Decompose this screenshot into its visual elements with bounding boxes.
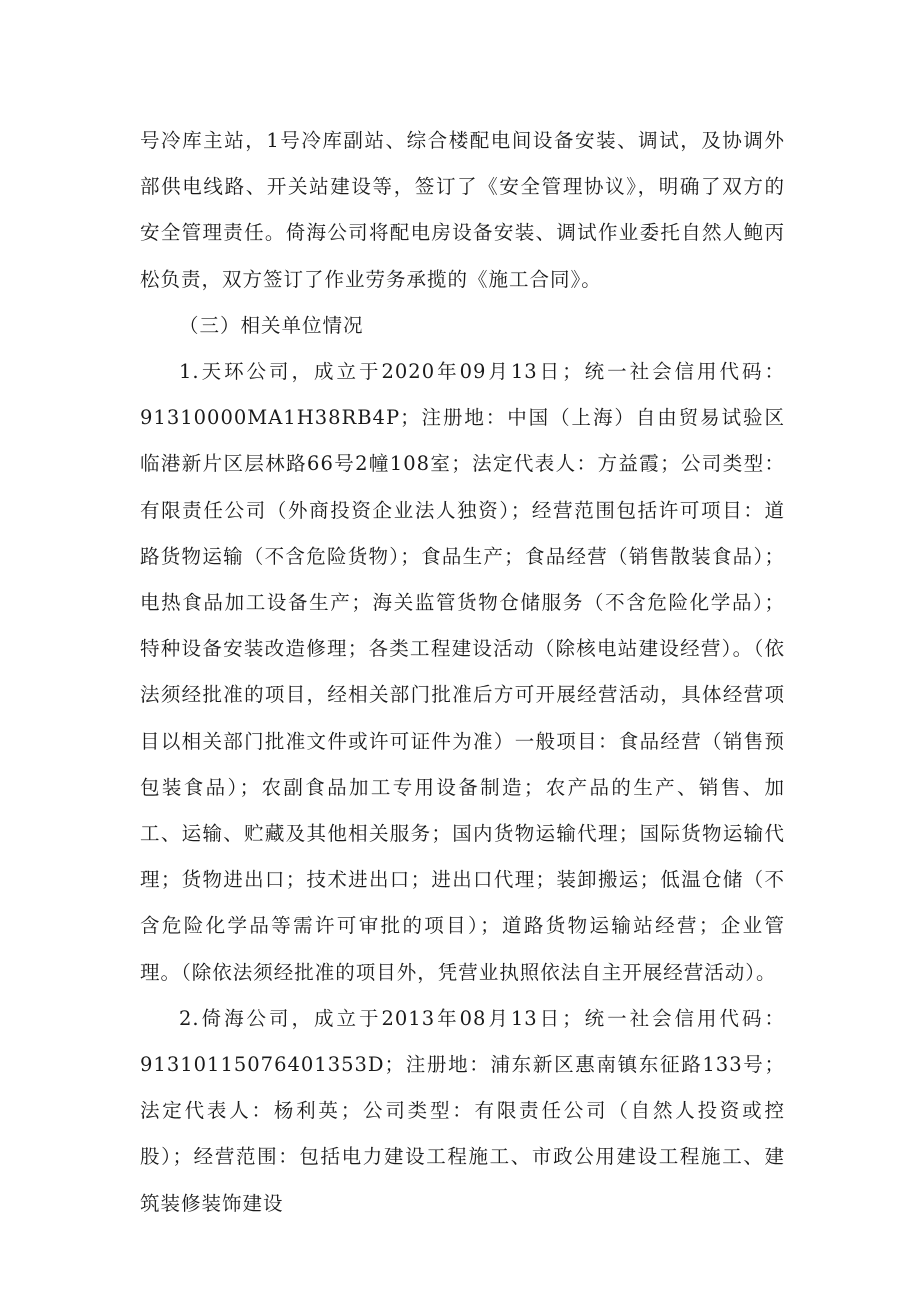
paragraph-continuation: 号冷库主站，1号冷库副站、综合楼配电间设备安装、调试，及协调外部供电线路、开关站建设等，签订了《安全管理协议》，明确了双方的安全管理责任。倚海公司将配电房设备安装、调试作业委托自然人鲍丙松负责，双方签订了作业劳务承揽的《施工合同》。 <box>140 129 785 291</box>
section-heading: （三）相关单位情况 <box>179 313 364 337</box>
document-body <box>140 118 785 1227</box>
paragraph-tianhuan: 1.天环公司，成立于2020年09月13日；统一社会信用代码：91310000MA1H38RB4P；注册地：中国（上海）自由贸易试验区临港新片区层林路66号2幢108室；法定代表人：方益霞；公司类型：有限责任公司（外商投资企业法人独资）；经营范围包括许可项目：道路货物运输（不含危险货物）；食品生产；食品经营（销售散装食品）；电热食品加工设备生产；海关监管货物仓储服务（不含危险化学品）；特种设备安装改造修理；各类工程建设活动（除核电站建设经营）。（依法须经批准的项目，经相关部门批准后方可开展经营活动，具体经营项目以相关部门批准文件或许可证件为准）一般项目：食品经营（销售预包装食品）；农副食品加工专用设备制造；农产品的生产、销售、加工、运输、贮藏及其他相关服务；国内货物运输代理；国际货物运输代理；货物进出口；技术进出口；进出口代理；装卸搬运；低温仓储（不含危险化学品等需许可审批的项目）；道路货物运输站经营；企业管理。（除依法须经批准的项目外，凭营业执照依法自主开展经营活动）。 <box>140 360 785 984</box>
paragraph-yihai: 2.倚海公司，成立于2013年08月13日；统一社会信用代码：91310115076401353D；注册地：浦东新区惠南镇东征路133号；法定代表人：杨利英；公司类型：有限责任公司（自然人投资或控股）；经营范围：包括电力建设工程施工、市政公用建设工程施工、建筑装修装饰建设 <box>140 1006 785 1215</box>
